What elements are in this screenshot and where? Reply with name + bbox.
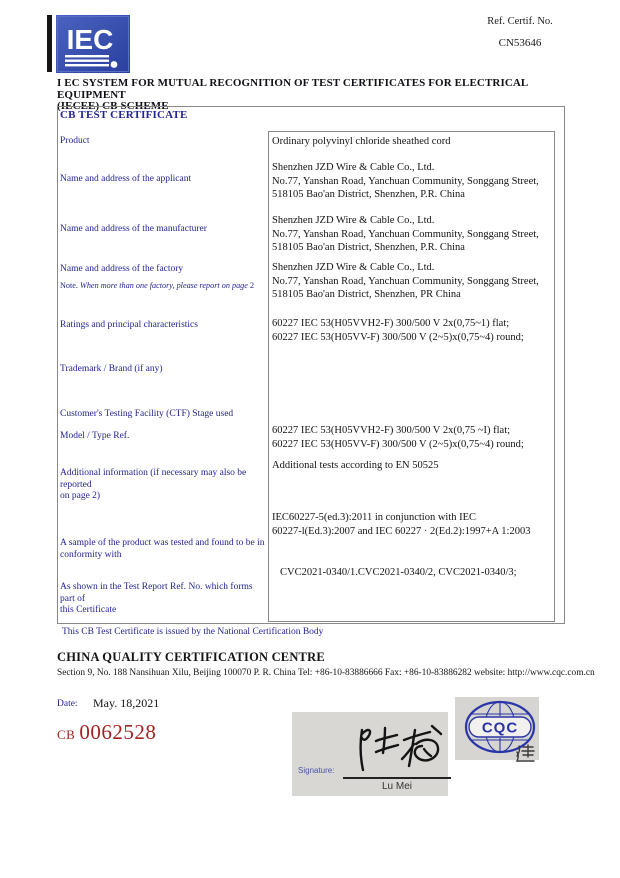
logo-left-bar xyxy=(47,15,52,72)
cb-prefix: CB xyxy=(57,727,76,742)
scheme-title-line1: I EC SYSTEM FOR MUTUAL RECOGNITION OF TEST CERTIFICATES FOR ELECTRICAL EQUIPMENT xyxy=(57,77,528,101)
label-factory: Name and address of the factory xyxy=(60,264,184,274)
date-label: Date: xyxy=(57,699,78,709)
label-report: As shown in the Test Report Ref. No. which forms part of this Certificate xyxy=(60,582,253,615)
value-applicant: Shenzhen JZD Wire & Cable Co., Ltd. No.77, Yanshan Road, Yanchuan Community, Songgang Street, 518105 Bao'an District, Shenzhen, P.R. China xyxy=(272,162,539,200)
iec-logo-text: IEC xyxy=(66,24,114,55)
iec-logo xyxy=(56,15,130,73)
factory-note xyxy=(60,281,270,290)
label-trademark: Trademark / Brand (if any) xyxy=(60,364,163,374)
value-conformity: IEC60227-5(ed.3):2011 in conjunction with IEC 60227-l(Ed.3):2007 and IEC 60227 · 2(Ed.2):1997+A 1:2003 xyxy=(272,512,531,537)
value-manufacturer: Shenzhen JZD Wire & Cable Co., Ltd. No.77, Yanshan Road, Yanchuan Community, Songgang Street, 518105 Bao'an District, Shenzhen, P.R. China xyxy=(272,215,539,253)
date-value: May. 18,2021 xyxy=(93,696,160,710)
value-product: Ordinary polyvinyl chloride sheathed cord xyxy=(272,136,451,147)
label-model: Model / Type Ref. xyxy=(60,431,130,441)
label-ratings: Ratings and principal characteristics xyxy=(60,320,198,330)
factory-note-body: When more than one factory, please report on page xyxy=(80,281,248,290)
value-factory: Shenzhen JZD Wire & Cable Co., Ltd. No.77, Yanshan Road, Yanchuan Community, Songgang Street, 518105 Bao'an District, Shenzhen, PR China xyxy=(272,262,539,300)
label-manufacturer: Name and address of the manufacturer xyxy=(60,224,207,234)
value-ratings: 60227 IEC 53(H05VVH2-F) 300/500 V 2x(0,75~1) flat; 60227 IEC 53(H05VV-F) 300/500 V (2~5)x(0,75~4) round; xyxy=(272,318,524,343)
label-conformity: A sample of the product was tested and found to be in conformity with xyxy=(60,538,265,560)
label-product: Product xyxy=(60,136,90,146)
issuer-address: Section 9, No. 188 Nansihuan Xilu, Beijing 100070 P. R. China Tel: +86-10-83886666 Fax: +86-10-83886282 website: http://www.cqc.com.cn xyxy=(57,668,595,678)
value-report: CVC2021-0340/1.CVC2021-0340/2, CVC2021-0340/3; xyxy=(280,567,517,578)
certificate-footer-note: This CB Test Certificate is issued by the National Certification Body xyxy=(62,627,324,637)
cb-certificate-number xyxy=(57,720,156,745)
factory-note-tail: 2 xyxy=(249,281,255,290)
cqc-logo-text: CQC xyxy=(481,719,519,737)
scheme-title-line2: (IECEE) CB SCHEME xyxy=(57,100,169,112)
ref-certif-label: Ref. Certif. No. xyxy=(487,16,553,27)
ref-certif-number: CN53646 xyxy=(498,37,542,49)
signature-label: Signature: xyxy=(298,766,335,775)
label-applicant: Name and address of the applicant xyxy=(60,174,192,184)
issuer-name: CHINA QUALITY CERTIFICATION CENTRE xyxy=(57,650,325,664)
value-model: 60227 IEC 53(H05VVH2-F) 300/500 V 2x(0,75 ~I) flat; 60227 IEC 53(H05VV-F) 300/500 V (2~5)x(0,75~4) round; xyxy=(272,425,524,450)
certificate-value-box xyxy=(268,131,555,622)
certificate-title: CB TEST CERTIFICATE xyxy=(60,109,188,121)
cb-number: 0062528 xyxy=(79,720,157,744)
value-additional: Additional tests according to EN 50525 xyxy=(272,460,439,471)
label-additional: Additional information (if necessary may also be reported on page 2) xyxy=(60,468,247,501)
signature-line xyxy=(343,777,451,779)
signature-handwriting xyxy=(352,722,452,774)
factory-note-prefix: Note. xyxy=(60,281,78,290)
signatory-name: Lu Mei xyxy=(381,781,412,792)
label-ctf: Customer's Testing Facility (CTF) Stage used xyxy=(60,409,234,419)
jian-character-icon xyxy=(514,743,536,765)
